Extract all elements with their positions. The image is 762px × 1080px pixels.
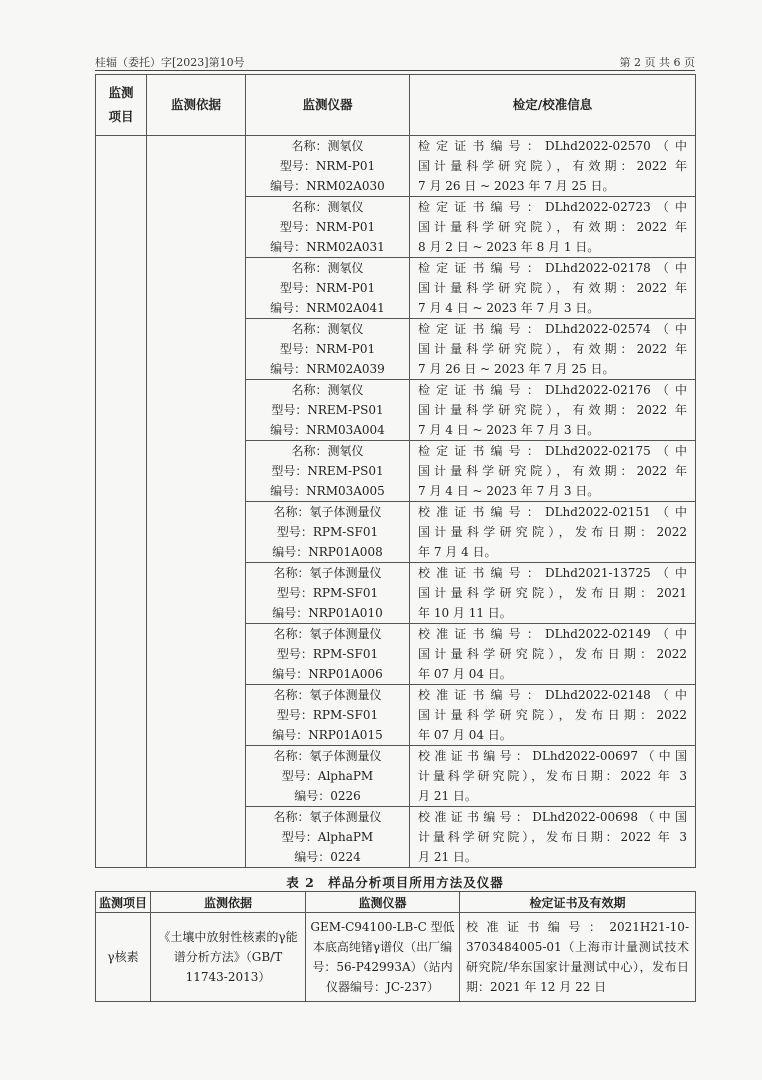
instrument-name: 名称：氡子体测量仪 (273, 688, 382, 702)
instrument-model: 型号：RPM-SF01 (276, 586, 379, 600)
calibration-info-line: 国计量科学研究院），有效期：2022 年 (418, 342, 687, 356)
calibration-info-line: 年 07 月 04 日。 (418, 667, 512, 681)
instrument-serial: 编号：NRM02A030 (270, 179, 385, 193)
instrument-model: 型号：NREM-PS01 (271, 464, 384, 478)
instrument-serial: 编号：NRM02A039 (270, 362, 385, 376)
calibration-info-cell (410, 807, 696, 868)
calibration-info-cell (410, 624, 696, 685)
instrument-serial: 编号：NRP01A010 (272, 606, 383, 620)
monitoring-basis-cell (147, 136, 246, 868)
calibration-info-line: 检定证书编号：DLhd2022-02574（中 (418, 322, 687, 336)
instrument-model: 型号：RPM-SF01 (276, 708, 379, 722)
calibration-info-line: 年 07 月 04 日。 (418, 728, 512, 742)
calibration-info-cell (410, 746, 696, 807)
instrument-cell (246, 136, 410, 197)
calibration-info-cell (410, 441, 696, 502)
instrument-name: 名称：测氡仪 (291, 444, 364, 458)
instrument-calibration-table (95, 74, 696, 868)
calibration-info-line: 校准证书编号：DLhd2022-02151（中 (418, 505, 687, 519)
calibration-info-line: 计量科学研究院），发布日期：2022 年 3 (418, 769, 687, 783)
calibration-info-line: 校准证书编号：DLhd2022-00698（中国 (418, 810, 687, 824)
calibration-info-line: 国计量科学研究院），有效期：2022 年 (418, 464, 687, 478)
instrument-name: 名称：氡子体测量仪 (273, 749, 382, 763)
column-header: 检定证书及有效期 (460, 892, 696, 913)
instrument-model: 型号：NRM-P01 (279, 342, 376, 356)
column-header: 监测仪器 (306, 892, 460, 913)
calibration-info-line: 校准证书编号：DLhd2021-13725（中 (418, 566, 687, 580)
table-2-caption: 表 2 样品分析项目所用方法及仪器 (286, 875, 504, 890)
calibration-info-line: 检定证书编号：DLhd2022-02570（中 (418, 139, 687, 153)
calibration-info-line: 年 7 月 4 日。 (418, 545, 497, 559)
instrument-cell (246, 197, 410, 258)
instrument-serial: 编号：NRM03A005 (270, 484, 385, 498)
instrument-cell (246, 380, 410, 441)
instrument-cell (246, 258, 410, 319)
document-number: 桂辐（委托）字[2023]第10号 (95, 56, 245, 69)
calibration-info-cell (410, 258, 696, 319)
instrument-cell (246, 807, 410, 868)
instrument-name: 名称：氡子体测量仪 (273, 810, 382, 824)
instrument-cell (246, 319, 410, 380)
instrument-model: 型号：RPM-SF01 (276, 525, 379, 539)
instrument-serial: 编号：NRP01A008 (272, 545, 383, 559)
page-info: 第 2 页 共 6 页 (619, 56, 695, 69)
instrument-name: 名称：测氡仪 (291, 322, 364, 336)
calibration-info-line: 检定证书编号：DLhd2022-02178（中 (418, 261, 687, 275)
calibration-info-cell (410, 136, 696, 197)
calibration-info-line: 国计量科学研究院），有效期：2022 年 (418, 159, 687, 173)
calibration-info-line: 年 10 月 11 日。 (418, 606, 512, 620)
instrument-cell (246, 746, 410, 807)
calibration-info-line: 国计量科学研究院），发布日期：2022 (418, 647, 687, 661)
sample-analysis-table (95, 891, 696, 1002)
instrument-cell (246, 624, 410, 685)
instrument-serial: 编号：NRM02A041 (270, 301, 385, 315)
calibration-info-cell (410, 319, 696, 380)
calibration-info-line: 7 月 26 日 ~ 2023 年 7 月 25 日。 (418, 362, 615, 376)
instrument-cell (246, 563, 410, 624)
instrument-name: 名称：氡子体测量仪 (273, 627, 382, 641)
calibration-info-line: 国计量科学研究院），有效期：2022 年 (418, 403, 687, 417)
column-header: 监测仪器 (246, 75, 410, 136)
calibration-info-line: 国计量科学研究院），发布日期：2022 (418, 525, 687, 539)
calibration-info-cell (410, 563, 696, 624)
instrument-name: 名称：测氡仪 (291, 261, 364, 275)
calibration-info-line: 7 月 26 日 ~ 2023 年 7 月 25 日。 (418, 179, 615, 193)
calibration-info-line: 国计量科学研究院），有效期：2022 年 (418, 281, 687, 295)
monitoring-item-cell (96, 136, 147, 868)
calibration-info-line: 校准证书编号：DLhd2022-02148（中 (418, 688, 687, 702)
instrument-name: 名称：氡子体测量仪 (273, 566, 382, 580)
column-header: 监测依据 (147, 75, 246, 136)
instrument-cell (246, 685, 410, 746)
calibration-info-cell (410, 380, 696, 441)
calibration-info-line: 7 月 4 日 ~ 2023 年 7 月 3 日。 (418, 301, 600, 315)
calibration-info-line: 7 月 4 日 ~ 2023 年 7 月 3 日。 (418, 484, 600, 498)
instrument-serial: 编号：NRM03A004 (270, 423, 385, 437)
instrument-model: 型号：AlphaPM (281, 830, 374, 844)
calibration-info-cell (410, 502, 696, 563)
instrument-name: 名称：测氡仪 (291, 200, 364, 214)
calibration-info-line: 国计量科学研究院），有效期：2022 年 (418, 220, 687, 234)
table-row (96, 913, 696, 1002)
header-divider (95, 70, 695, 71)
calibration-info-line: 7 月 4 日 ~ 2023 年 7 月 3 日。 (418, 423, 600, 437)
instrument-name: 名称：测氡仪 (291, 139, 364, 153)
instrument-model: 型号：NRM-P01 (279, 220, 376, 234)
instrument-serial: 编号：NRP01A006 (272, 667, 383, 681)
calibration-info-line: 校准证书编号：DLhd2022-00697（中国 (418, 749, 687, 763)
table-header-row (96, 75, 696, 136)
table-header-row (96, 892, 696, 913)
column-header: 监测依据 (151, 892, 306, 913)
calibration-info-line: 月 21 日。 (418, 789, 477, 803)
calibration-info-line: 校准证书编号：DLhd2022-02149（中 (418, 627, 687, 641)
calibration-info-line: 8 月 2 日 ~ 2023 年 8 月 1 日。 (418, 240, 600, 254)
instrument-name: 名称：氡子体测量仪 (273, 505, 382, 519)
instrument-serial: 编号：0224 (294, 850, 361, 864)
column-header: 监测项目 (96, 892, 151, 913)
instrument-cell (246, 502, 410, 563)
calibration-info-line: 月 21 日。 (418, 850, 477, 864)
calibration-info-line: 检定证书编号：DLhd2022-02723（中 (418, 200, 687, 214)
calibration-certificate: 校准证书编号：2021H21-10-3703484005-01（上海市计量测试技术研究院/华东国家计量测试中心），发布日期：2021 年 12 月 22 日 (460, 913, 696, 1002)
monitoring-instrument: GEM-C94100-LB-C 型低本底高纯锗γ谱仪（出厂编号：56-P42993A）（站内仪器编号：JC-237） (306, 913, 460, 1002)
monitoring-item: γ核素 (96, 913, 151, 1002)
instrument-model: 型号：NREM-PS01 (271, 403, 384, 417)
instrument-model: 型号：AlphaPM (281, 769, 374, 783)
instrument-name: 名称：测氡仪 (291, 383, 364, 397)
calibration-info-line: 检定证书编号：DLhd2022-02175（中 (418, 444, 687, 458)
monitoring-basis: 《土壤中放射性核素的γ能谱分析方法》（GB/T 11743-2013） (151, 913, 306, 1002)
instrument-serial: 编号：0226 (294, 789, 361, 803)
column-header: 检定/校准信息 (410, 75, 696, 136)
calibration-info-line: 计量科学研究院），发布日期：2022 年 3 (418, 830, 687, 844)
instrument-model: 型号：NRM-P01 (279, 281, 376, 295)
page-header (95, 54, 695, 70)
calibration-info-cell (410, 197, 696, 258)
instrument-model: 型号：RPM-SF01 (276, 647, 379, 661)
calibration-info-line: 国计量科学研究院），发布日期：2021 (418, 586, 687, 600)
instrument-model: 型号：NRM-P01 (279, 159, 376, 173)
calibration-info-line: 国计量科学研究院），发布日期：2022 (418, 708, 687, 722)
column-header: 监测项目 (96, 75, 147, 136)
instrument-cell (246, 441, 410, 502)
instrument-serial: 编号：NRP01A015 (272, 728, 383, 742)
calibration-info-cell (410, 685, 696, 746)
table-row (96, 136, 696, 197)
calibration-info-line: 检定证书编号：DLhd2022-02176（中 (418, 383, 687, 397)
instrument-serial: 编号：NRM02A031 (270, 240, 385, 254)
